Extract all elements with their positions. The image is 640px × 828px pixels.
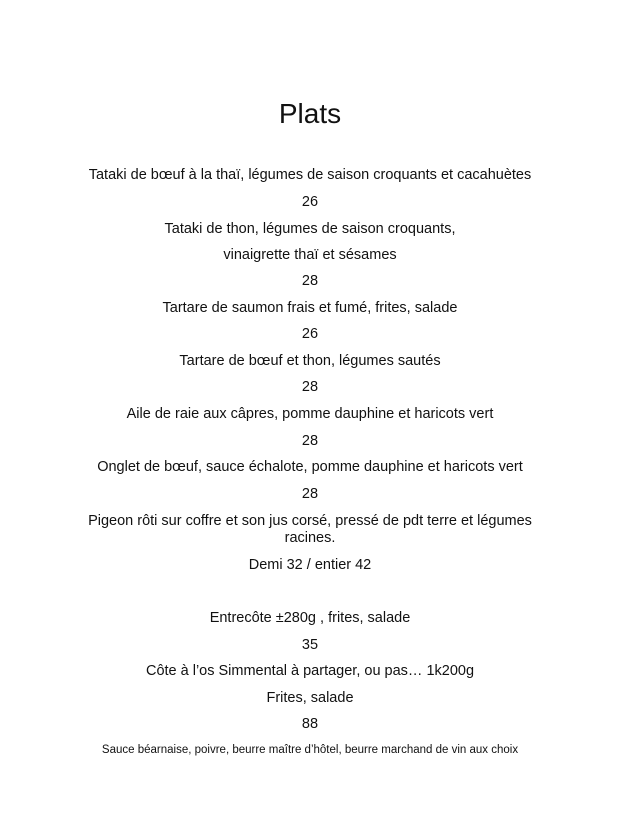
dish-name: Tataki de thon, légumes de saison croquants, — [164, 221, 456, 237]
dish-name: Pigeon rôti sur coffre et son jus corsé, pressé de pdt terre et légumes — [88, 513, 532, 529]
dish-price: 88 — [301, 716, 319, 732]
dish-price: 28 — [301, 273, 319, 289]
dish-price: 28 — [301, 433, 319, 449]
dish-price: Demi 32 / entier 42 — [248, 557, 372, 573]
dish-price: 26 — [301, 194, 319, 210]
dish-name: Tartare de saumon frais et fumé, frites, salade — [162, 300, 458, 316]
dish-price: 28 — [301, 486, 319, 502]
dish-name: Onglet de bœuf, sauce échalote, pomme dauphine et haricots vert — [97, 459, 523, 475]
dish-price: 28 — [301, 379, 319, 395]
dish-name: Entrecôte ±280g , frites, salade — [209, 610, 411, 626]
dish-name: Tartare de bœuf et thon, légumes sautés — [179, 353, 441, 369]
dish-name-line2: racines. — [284, 530, 336, 546]
dish-name-line2: Frites, salade — [266, 690, 354, 706]
dish-price: 35 — [301, 637, 319, 653]
dish-name: Côte à l’os Simmental à partager, ou pas… 1k200g — [145, 663, 475, 679]
dish-name-line2: vinaigrette thaï et sésames — [223, 247, 397, 263]
dish-name: Tataki de bœuf à la thaï, légumes de saison croquants et cacahuètes — [88, 167, 532, 183]
sauces-note: Sauce béarnaise, poivre, beurre maître d’hôtel, beurre marchand de vin aux choix — [101, 744, 519, 756]
dish-price: 26 — [301, 326, 319, 342]
dish-name: Aile de raie aux câpres, pomme dauphine et haricots vert — [126, 406, 494, 422]
page-title: Plats — [278, 98, 342, 129]
